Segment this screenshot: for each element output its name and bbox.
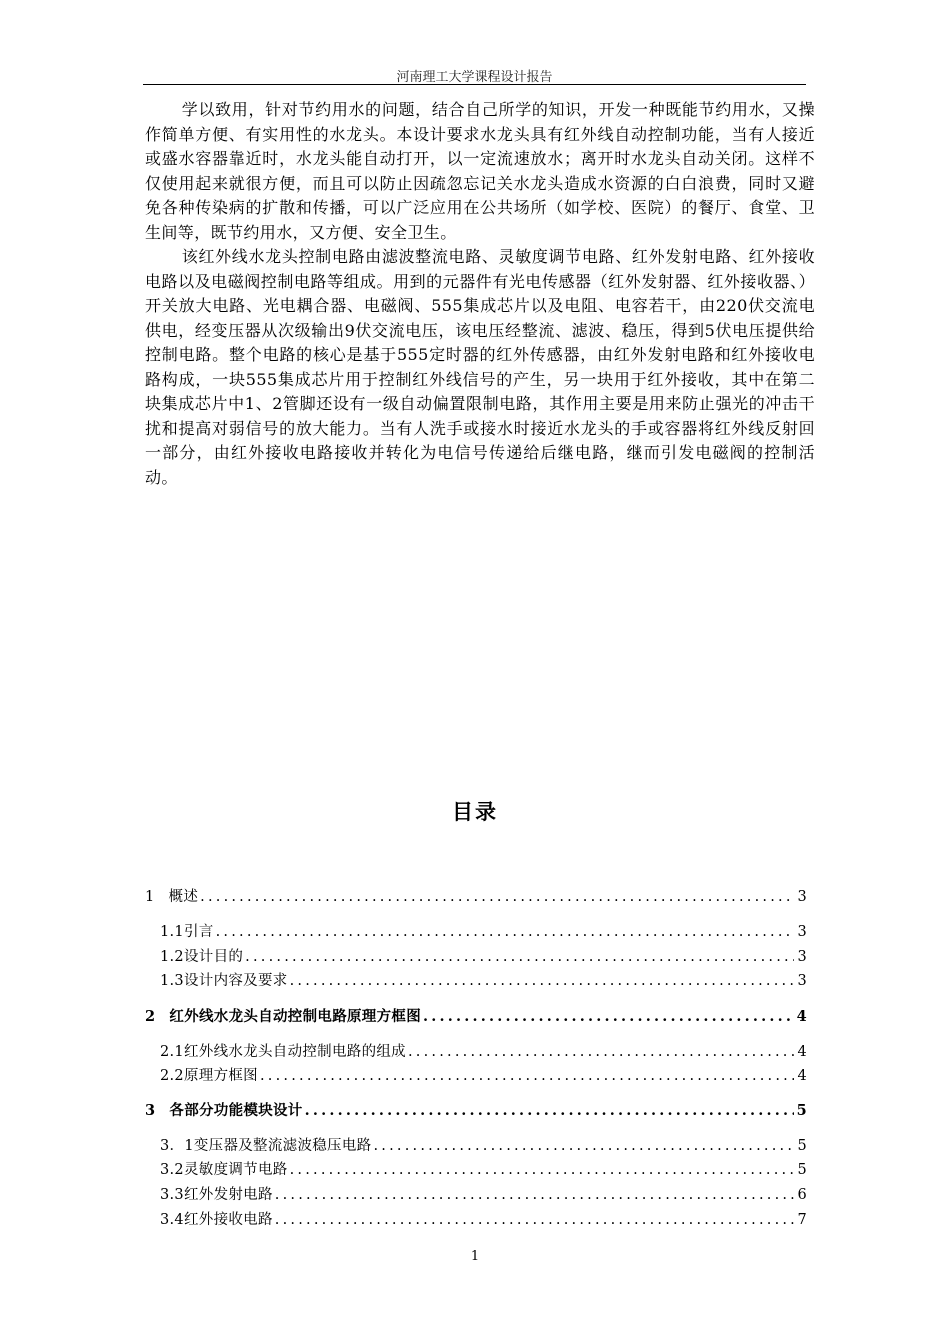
toc-entry-page: 5 <box>797 1162 807 1178</box>
toc-entry-label: 红外发射电路 <box>183 1187 273 1203</box>
toc-entry[interactable] <box>160 969 807 990</box>
toc-entry-number: 1.2 <box>160 949 184 965</box>
toc-leader-dots <box>216 924 795 940</box>
toc-entry-page: 7 <box>797 1212 807 1228</box>
toc-entry[interactable] <box>160 1158 807 1179</box>
toc-entry[interactable] <box>160 1040 807 1061</box>
toc-entry-label: 变压器及整流滤波稳压电路 <box>193 1138 372 1154</box>
toc-title: 目录 <box>452 799 498 824</box>
page-header: 河南理工大学课程设计报告 <box>396 70 553 85</box>
toc-leader-dots <box>275 1212 795 1228</box>
toc-leader-dots <box>408 1044 795 1060</box>
paragraph-2: 该红外线水龙头控制电路由滤波整流电路、灵敏度调节电路、红外发射电路、红外接收电路以及电磁阀控制电路等组成。用到的元器件有光电传感器（红外发射器、红外接收器、）开关放大电路、光电耦合器、电磁阀、555集成芯片以及电阻、电容若干，由220伏交流电供电，经变压器从次级输出9伏交流电压，该电压经整流、滤波、稳压，得到5伏电压提供给控制电路。整个电路的核心是基于555定时器的红外传感器，由红外发射电路和红外接收电路构成，一块555集成芯片用于控制红外线信号的产生，另一块用于红外接收，其中在第二块集成芯片中1、2管脚还设有一级自动偏置限制电路，其作用主要是用来防止强光的冲击干扰和提高对弱信号的放大能力。当有人洗手或接水时接近水龙头的手或容器将红外线反射回一部分，由红外接收电路接收并转化为电信号传递给后继电路，继而引发电磁阀的控制活动。 <box>145 247 815 487</box>
toc-leader-dots <box>260 1068 795 1084</box>
toc-entry-label: 红外线水龙头自动控制电路原理方框图 <box>169 1008 421 1025</box>
toc-entry[interactable] <box>160 1064 807 1085</box>
toc-entry-page: 3 <box>797 949 807 965</box>
toc-entry[interactable] <box>145 1099 807 1120</box>
toc-leader-dots <box>200 889 794 905</box>
toc-entry[interactable] <box>160 945 807 966</box>
toc-entry-page: 4 <box>797 1068 807 1084</box>
toc-entry-number: 1 <box>145 889 155 905</box>
toc-entry-page: 4 <box>796 1008 807 1025</box>
toc-entry-number: 1.3 <box>160 973 184 989</box>
toc-entry[interactable] <box>145 885 807 906</box>
header-rule <box>143 84 806 85</box>
toc-entry-label: 设计目的 <box>183 949 244 965</box>
toc-entry-number: 3.4 <box>160 1212 184 1228</box>
toc-leader-dots <box>373 1138 794 1154</box>
toc-entry-label: 引言 <box>183 924 214 940</box>
toc-entry-page: 3 <box>797 924 807 940</box>
toc-entry-number: 2.2 <box>160 1068 184 1084</box>
toc-entry-label: 灵敏度调节电路 <box>183 1162 288 1178</box>
toc-entry[interactable] <box>145 1005 807 1026</box>
toc-entry[interactable] <box>160 920 807 941</box>
toc-leader-dots <box>245 949 794 965</box>
toc-entry[interactable] <box>160 1208 807 1229</box>
toc-entry-page: 3 <box>797 889 807 905</box>
toc-entry[interactable] <box>160 1134 807 1155</box>
toc-entry-number: 1.1 <box>160 924 184 940</box>
toc-entry-page: 6 <box>797 1187 807 1203</box>
toc-entry-page: 5 <box>796 1102 807 1119</box>
toc-entry-number: 3.2 <box>160 1162 184 1178</box>
page-number: 1 <box>470 1249 480 1264</box>
toc-entry-number: 2.1 <box>160 1044 184 1060</box>
toc-entry-number: 3 <box>145 1102 156 1119</box>
toc-entry-label: 原理方框图 <box>183 1068 258 1084</box>
toc-leader-dots <box>290 1162 795 1178</box>
toc-entry-label: 设计内容及要求 <box>183 973 288 989</box>
toc-entry-label: 概述 <box>168 889 199 905</box>
toc-leader-dots <box>290 973 795 989</box>
body-text <box>145 98 815 490</box>
toc-entry-number: 2 <box>145 1008 156 1025</box>
toc-entry[interactable] <box>160 1183 807 1204</box>
toc-leader-dots <box>423 1008 794 1025</box>
paragraph-1: 学以致用，针对节约用水的问题，结合自己所学的知识，开发一种既能节约用水，又操作简单方便、有实用性的水龙头。本设计要求水龙头具有红外线自动控制功能，当有人接近或盛水容器靠近时，水龙头能自动打开，以一定流速放水；离开时水龙头自动关闭。这样不仅使用起来就很方便，而且可以防止因疏忽忘记关水龙头造成水资源的白白浪费，同时又避免各种传染病的扩散和传播，可以广泛应用在公共场所（如学校、医院）的餐厅、食堂、卫生间等，既节约用水，又方便、安全卫生。 <box>145 100 815 242</box>
toc-entry-page: 4 <box>797 1044 807 1060</box>
toc-entry-label: 红外接收电路 <box>183 1212 273 1228</box>
toc-leader-dots <box>275 1187 795 1203</box>
toc-entry-page: 3 <box>797 973 807 989</box>
toc-entry-number: 3．1 <box>160 1138 194 1154</box>
toc-entry-number: 3.3 <box>160 1187 184 1203</box>
toc-entry-page: 5 <box>797 1138 807 1154</box>
toc-leader-dots <box>305 1102 794 1119</box>
toc-entry-label: 红外线水龙头自动控制电路的组成 <box>183 1044 406 1060</box>
toc-entry-label: 各部分功能模块设计 <box>169 1102 303 1119</box>
